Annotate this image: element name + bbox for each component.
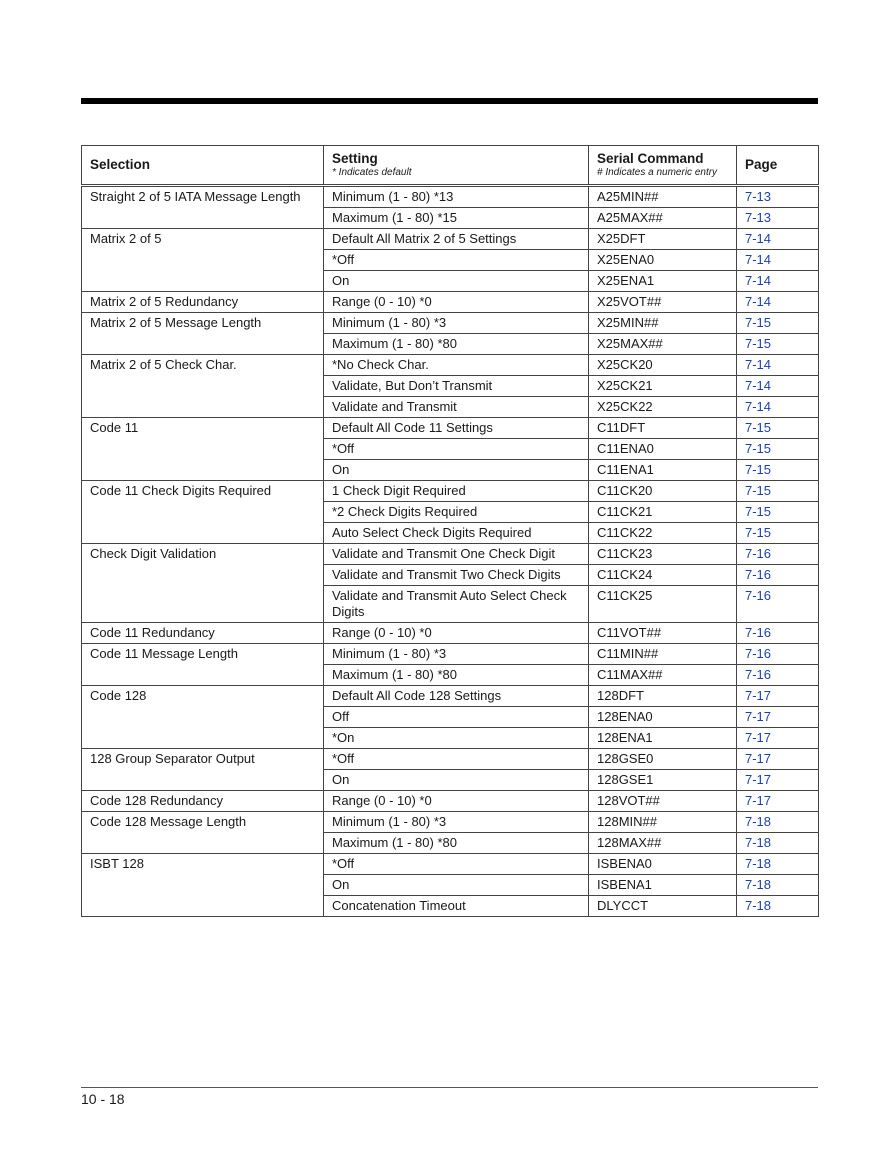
table-body: [82, 186, 819, 917]
page-link[interactable]: 7-14: [737, 355, 819, 376]
header-setting-note: * Indicates default: [332, 166, 412, 178]
top-rule: [81, 98, 818, 104]
table-row: [82, 481, 819, 502]
page-link[interactable]: 7-17: [737, 749, 819, 770]
setting-cell: Default All Matrix 2 of 5 Settings: [324, 229, 589, 250]
setting-cell: Default All Code 11 Settings: [324, 418, 589, 439]
serial-command-cell: X25CK22: [589, 397, 737, 418]
setting-cell: On: [324, 875, 589, 896]
page-link[interactable]: 7-17: [737, 728, 819, 749]
setting-cell: Concatenation Timeout: [324, 896, 589, 917]
serial-command-cell: A25MAX##: [589, 208, 737, 229]
page-link[interactable]: 7-14: [737, 376, 819, 397]
page-link[interactable]: 7-15: [737, 334, 819, 355]
serial-command-cell: C11DFT: [589, 418, 737, 439]
header-page: Page: [737, 146, 819, 186]
selection-cell: ISBT 128: [82, 854, 324, 917]
selection-cell: Matrix 2 of 5 Check Char.: [82, 355, 324, 418]
setting-cell: Maximum (1 - 80) *15: [324, 208, 589, 229]
setting-cell: *Off: [324, 854, 589, 875]
serial-command-cell: C11CK20: [589, 481, 737, 502]
serial-command-cell: 128ENA1: [589, 728, 737, 749]
serial-command-cell: C11MAX##: [589, 665, 737, 686]
table-header-row: [82, 146, 819, 186]
page-link[interactable]: 7-15: [737, 502, 819, 523]
serial-command-cell: C11ENA0: [589, 439, 737, 460]
page-link[interactable]: 7-17: [737, 686, 819, 707]
serial-command-cell: C11MIN##: [589, 644, 737, 665]
setting-cell: Range (0 - 10) *0: [324, 292, 589, 313]
serial-command-cell: 128ENA0: [589, 707, 737, 728]
page-link[interactable]: 7-16: [737, 586, 819, 623]
setting-cell: *Off: [324, 439, 589, 460]
serial-command-cell: 128VOT##: [589, 791, 737, 812]
serial-command-cell: C11CK22: [589, 523, 737, 544]
page-link[interactable]: 7-15: [737, 523, 819, 544]
serial-command-cell: 128GSE1: [589, 770, 737, 791]
selection-cell: Code 128 Message Length: [82, 812, 324, 854]
serial-command-cell: 128MIN##: [589, 812, 737, 833]
table-row: [82, 644, 819, 665]
serial-command-cell: 128GSE0: [589, 749, 737, 770]
serial-command-cell: C11CK21: [589, 502, 737, 523]
table-row: [82, 186, 819, 208]
page-link[interactable]: 7-15: [737, 481, 819, 502]
setting-cell: Range (0 - 10) *0: [324, 623, 589, 644]
serial-command-cell: X25MAX##: [589, 334, 737, 355]
page-link[interactable]: 7-14: [737, 250, 819, 271]
page-link[interactable]: 7-14: [737, 292, 819, 313]
serial-command-cell: C11CK25: [589, 586, 737, 623]
setting-cell: Validate, But Don’t Transmit: [324, 376, 589, 397]
table-row: [82, 791, 819, 812]
serial-command-cell: ISBENA1: [589, 875, 737, 896]
page-link[interactable]: 7-17: [737, 707, 819, 728]
selection-cell: Straight 2 of 5 IATA Message Length: [82, 186, 324, 229]
table-row: [82, 313, 819, 334]
page-link[interactable]: 7-15: [737, 418, 819, 439]
serial-command-cell: C11ENA1: [589, 460, 737, 481]
page-link[interactable]: 7-18: [737, 812, 819, 833]
setting-cell: Maximum (1 - 80) *80: [324, 334, 589, 355]
serial-command-cell: C11CK23: [589, 544, 737, 565]
table-row: [82, 686, 819, 707]
table-row: [82, 854, 819, 875]
setting-cell: On: [324, 460, 589, 481]
setting-cell: Maximum (1 - 80) *80: [324, 833, 589, 854]
table-row: [82, 623, 819, 644]
serial-command-cell: X25DFT: [589, 229, 737, 250]
setting-cell: Minimum (1 - 80) *3: [324, 812, 589, 833]
header-serial-command: Serial Command # Indicates a numeric entry: [589, 146, 737, 186]
header-setting: Setting * Indicates default: [324, 146, 589, 186]
serial-command-cell: DLYCCT: [589, 896, 737, 917]
serial-command-cell: ISBENA0: [589, 854, 737, 875]
setting-cell: Default All Code 128 Settings: [324, 686, 589, 707]
selection-cell: Matrix 2 of 5 Redundancy: [82, 292, 324, 313]
page-link[interactable]: 7-18: [737, 854, 819, 875]
serial-command-cell: C11VOT##: [589, 623, 737, 644]
table-row: [82, 355, 819, 376]
setting-cell: *Off: [324, 250, 589, 271]
setting-cell: On: [324, 770, 589, 791]
selection-cell: Code 11 Message Length: [82, 644, 324, 686]
setting-cell: Validate and Transmit One Check Digit: [324, 544, 589, 565]
page-link[interactable]: 7-13: [737, 208, 819, 229]
setting-cell: Minimum (1 - 80) *3: [324, 313, 589, 334]
page-link[interactable]: 7-17: [737, 770, 819, 791]
setting-cell: On: [324, 271, 589, 292]
setting-cell: Maximum (1 - 80) *80: [324, 665, 589, 686]
page-link[interactable]: 7-15: [737, 460, 819, 481]
page-link[interactable]: 7-14: [737, 271, 819, 292]
table-row: [82, 812, 819, 833]
setting-cell: Validate and Transmit: [324, 397, 589, 418]
serial-command-cell: X25ENA1: [589, 271, 737, 292]
header-serial-note: # Indicates a numeric entry: [597, 166, 718, 178]
page-link[interactable]: 7-15: [737, 439, 819, 460]
page-link[interactable]: 7-16: [737, 565, 819, 586]
selection-cell: Check Digit Validation: [82, 544, 324, 623]
table-row: [82, 418, 819, 439]
settings-table: [81, 145, 819, 917]
selection-cell: Matrix 2 of 5 Message Length: [82, 313, 324, 355]
setting-cell: Range (0 - 10) *0: [324, 791, 589, 812]
setting-cell: Minimum (1 - 80) *3: [324, 644, 589, 665]
selection-cell: 128 Group Separator Output: [82, 749, 324, 791]
setting-cell: *2 Check Digits Required: [324, 502, 589, 523]
page-link[interactable]: 7-15: [737, 313, 819, 334]
serial-command-cell: A25MIN##: [589, 186, 737, 208]
serial-command-cell: X25CK21: [589, 376, 737, 397]
setting-cell: Validate and Transmit Auto Select Check Digits: [324, 586, 589, 623]
page-link[interactable]: 7-14: [737, 397, 819, 418]
serial-command-cell: C11CK24: [589, 565, 737, 586]
setting-cell: *On: [324, 728, 589, 749]
serial-command-cell: 128MAX##: [589, 833, 737, 854]
setting-cell: *Off: [324, 749, 589, 770]
setting-cell: Off: [324, 707, 589, 728]
page-link[interactable]: 7-16: [737, 665, 819, 686]
table-row: [82, 749, 819, 770]
table-row: [82, 292, 819, 313]
serial-command-cell: X25ENA0: [589, 250, 737, 271]
setting-cell: Minimum (1 - 80) *13: [324, 186, 589, 208]
serial-command-cell: X25VOT##: [589, 292, 737, 313]
page-number: 10 - 18: [81, 1091, 125, 1107]
selection-cell: Code 11 Redundancy: [82, 623, 324, 644]
setting-cell: Auto Select Check Digits Required: [324, 523, 589, 544]
selection-cell: Code 128: [82, 686, 324, 749]
page-link[interactable]: 7-18: [737, 875, 819, 896]
page-link[interactable]: 7-18: [737, 833, 819, 854]
page-link[interactable]: 7-16: [737, 544, 819, 565]
page-link[interactable]: 7-17: [737, 791, 819, 812]
bottom-rule: [81, 1087, 818, 1088]
page-link[interactable]: 7-16: [737, 623, 819, 644]
table-row: [82, 544, 819, 565]
header-selection: Selection: [82, 146, 324, 186]
page-link[interactable]: 7-14: [737, 229, 819, 250]
table-row: [82, 229, 819, 250]
selection-cell: Code 11 Check Digits Required: [82, 481, 324, 544]
page-link[interactable]: 7-16: [737, 644, 819, 665]
serial-command-cell: X25MIN##: [589, 313, 737, 334]
page-link[interactable]: 7-13: [737, 186, 819, 208]
setting-cell: Validate and Transmit Two Check Digits: [324, 565, 589, 586]
setting-cell: 1 Check Digit Required: [324, 481, 589, 502]
setting-cell: *No Check Char.: [324, 355, 589, 376]
serial-command-cell: 128DFT: [589, 686, 737, 707]
serial-command-cell: X25CK20: [589, 355, 737, 376]
selection-cell: Matrix 2 of 5: [82, 229, 324, 292]
selection-cell: Code 128 Redundancy: [82, 791, 324, 812]
selection-cell: Code 11: [82, 418, 324, 481]
page-link[interactable]: 7-18: [737, 896, 819, 917]
